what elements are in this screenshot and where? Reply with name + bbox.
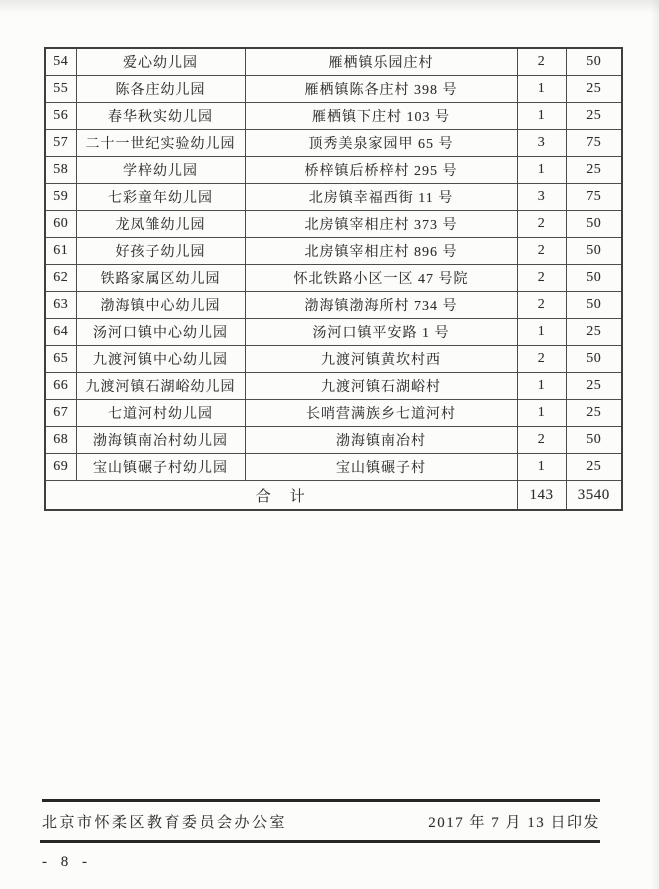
cell-row-number: 65 [45,346,76,373]
cell-classes: 3 [517,184,566,211]
cell-capacity: 75 [566,184,622,211]
cell-kindergarten-name: 九渡河镇石湖峪幼儿园 [76,373,245,400]
cell-capacity: 75 [566,130,622,157]
cell-classes: 1 [517,103,566,130]
cell-row-number: 56 [45,103,76,130]
cell-classes: 3 [517,130,566,157]
print-date: 2017 年 7 月 13 日印发 [428,814,600,831]
cell-kindergarten-name: 宝山镇碾子村幼儿园 [76,454,245,481]
total-classes: 143 [517,481,566,511]
cell-classes: 2 [517,48,566,76]
cell-kindergarten-name: 学梓幼儿园 [76,157,245,184]
scan-artifact-top [0,0,659,14]
kindergarten-table [44,47,623,511]
cell-address: 渤海镇南冶村 [245,427,517,454]
cell-kindergarten-name: 渤海镇南冶村幼儿园 [76,427,245,454]
cell-address: 桥梓镇后桥梓村 295 号 [245,157,517,184]
table-body [45,48,622,510]
cell-address: 长哨营满族乡七道河村 [245,400,517,427]
total-row [45,481,622,511]
table-row [45,184,622,211]
table-row [45,373,622,400]
cell-row-number: 66 [45,373,76,400]
cell-row-number: 57 [45,130,76,157]
issuing-office: 北京市怀柔区教育委员会办公室 [42,814,288,831]
cell-capacity: 50 [566,48,622,76]
cell-kindergarten-name: 铁路家属区幼儿园 [76,265,245,292]
cell-row-number: 61 [45,238,76,265]
cell-row-number: 68 [45,427,76,454]
table-row [45,76,622,103]
cell-classes: 1 [517,319,566,346]
cell-capacity: 25 [566,373,622,400]
cell-row-number: 64 [45,319,76,346]
cell-address: 雁栖镇陈各庄村 398 号 [245,76,517,103]
total-label: 合 计 [45,481,517,511]
table-row [45,265,622,292]
cell-kindergarten-name: 汤河口镇中心幼儿园 [76,319,245,346]
cell-capacity: 50 [566,427,622,454]
cell-address: 雁栖镇乐园庄村 [245,48,517,76]
cell-address: 顶秀美泉家园甲 65 号 [245,130,517,157]
table-row [45,292,622,319]
cell-address: 北房镇幸福西街 11 号 [245,184,517,211]
cell-capacity: 25 [566,454,622,481]
cell-address: 怀北铁路小区一区 47 号院 [245,265,517,292]
cell-classes: 1 [517,373,566,400]
cell-address: 北房镇宰相庄村 896 号 [245,238,517,265]
cell-address: 北房镇宰相庄村 373 号 [245,211,517,238]
cell-kindergarten-name: 渤海镇中心幼儿园 [76,292,245,319]
cell-kindergarten-name: 春华秋实幼儿园 [76,103,245,130]
cell-row-number: 67 [45,400,76,427]
cell-capacity: 25 [566,76,622,103]
cell-row-number: 54 [45,48,76,76]
cell-row-number: 59 [45,184,76,211]
table-row [45,427,622,454]
cell-capacity: 50 [566,211,622,238]
cell-classes: 1 [517,400,566,427]
cell-kindergarten-name: 好孩子幼儿园 [76,238,245,265]
cell-kindergarten-name: 陈各庄幼儿园 [76,76,245,103]
cell-capacity: 25 [566,400,622,427]
total-capacity: 3540 [566,481,622,511]
cell-capacity: 50 [566,265,622,292]
cell-address: 九渡河镇石湖峪村 [245,373,517,400]
cell-row-number: 55 [45,76,76,103]
table-row [45,238,622,265]
cell-kindergarten-name: 九渡河镇中心幼儿园 [76,346,245,373]
cell-row-number: 69 [45,454,76,481]
cell-kindergarten-name: 七彩童年幼儿园 [76,184,245,211]
cell-kindergarten-name: 爱心幼儿园 [76,48,245,76]
cell-classes: 2 [517,292,566,319]
table-row [45,130,622,157]
cell-classes: 2 [517,427,566,454]
table-row [45,48,622,76]
cell-classes: 2 [517,346,566,373]
cell-capacity: 25 [566,157,622,184]
table-row [45,454,622,481]
cell-classes: 1 [517,454,566,481]
cell-classes: 1 [517,76,566,103]
cell-classes: 2 [517,238,566,265]
cell-classes: 1 [517,157,566,184]
cell-kindergarten-name: 龙凤雏幼儿园 [76,211,245,238]
cell-kindergarten-name: 七道河村幼儿园 [76,400,245,427]
cell-address: 宝山镇碾子村 [245,454,517,481]
cell-capacity: 50 [566,238,622,265]
cell-kindergarten-name: 二十一世纪实验幼儿园 [76,130,245,157]
table-row [45,103,622,130]
cell-row-number: 63 [45,292,76,319]
table-row [45,400,622,427]
table-row [45,319,622,346]
table-row [45,346,622,373]
table-row [45,157,622,184]
cell-row-number: 60 [45,211,76,238]
cell-capacity: 25 [566,319,622,346]
table-row [45,211,622,238]
footer [42,802,600,840]
cell-capacity: 25 [566,103,622,130]
cell-address: 九渡河镇黄坎村西 [245,346,517,373]
scan-artifact-right [651,0,659,889]
cell-address: 雁栖镇下庄村 103 号 [245,103,517,130]
cell-row-number: 58 [45,157,76,184]
cell-address: 汤河口镇平安路 1 号 [245,319,517,346]
cell-classes: 2 [517,211,566,238]
footer-bottom-rule [40,840,600,843]
cell-capacity: 50 [566,292,622,319]
page-number: - 8 - [42,854,92,870]
cell-row-number: 62 [45,265,76,292]
cell-capacity: 50 [566,346,622,373]
cell-classes: 2 [517,265,566,292]
cell-address: 渤海镇渤海所村 734 号 [245,292,517,319]
